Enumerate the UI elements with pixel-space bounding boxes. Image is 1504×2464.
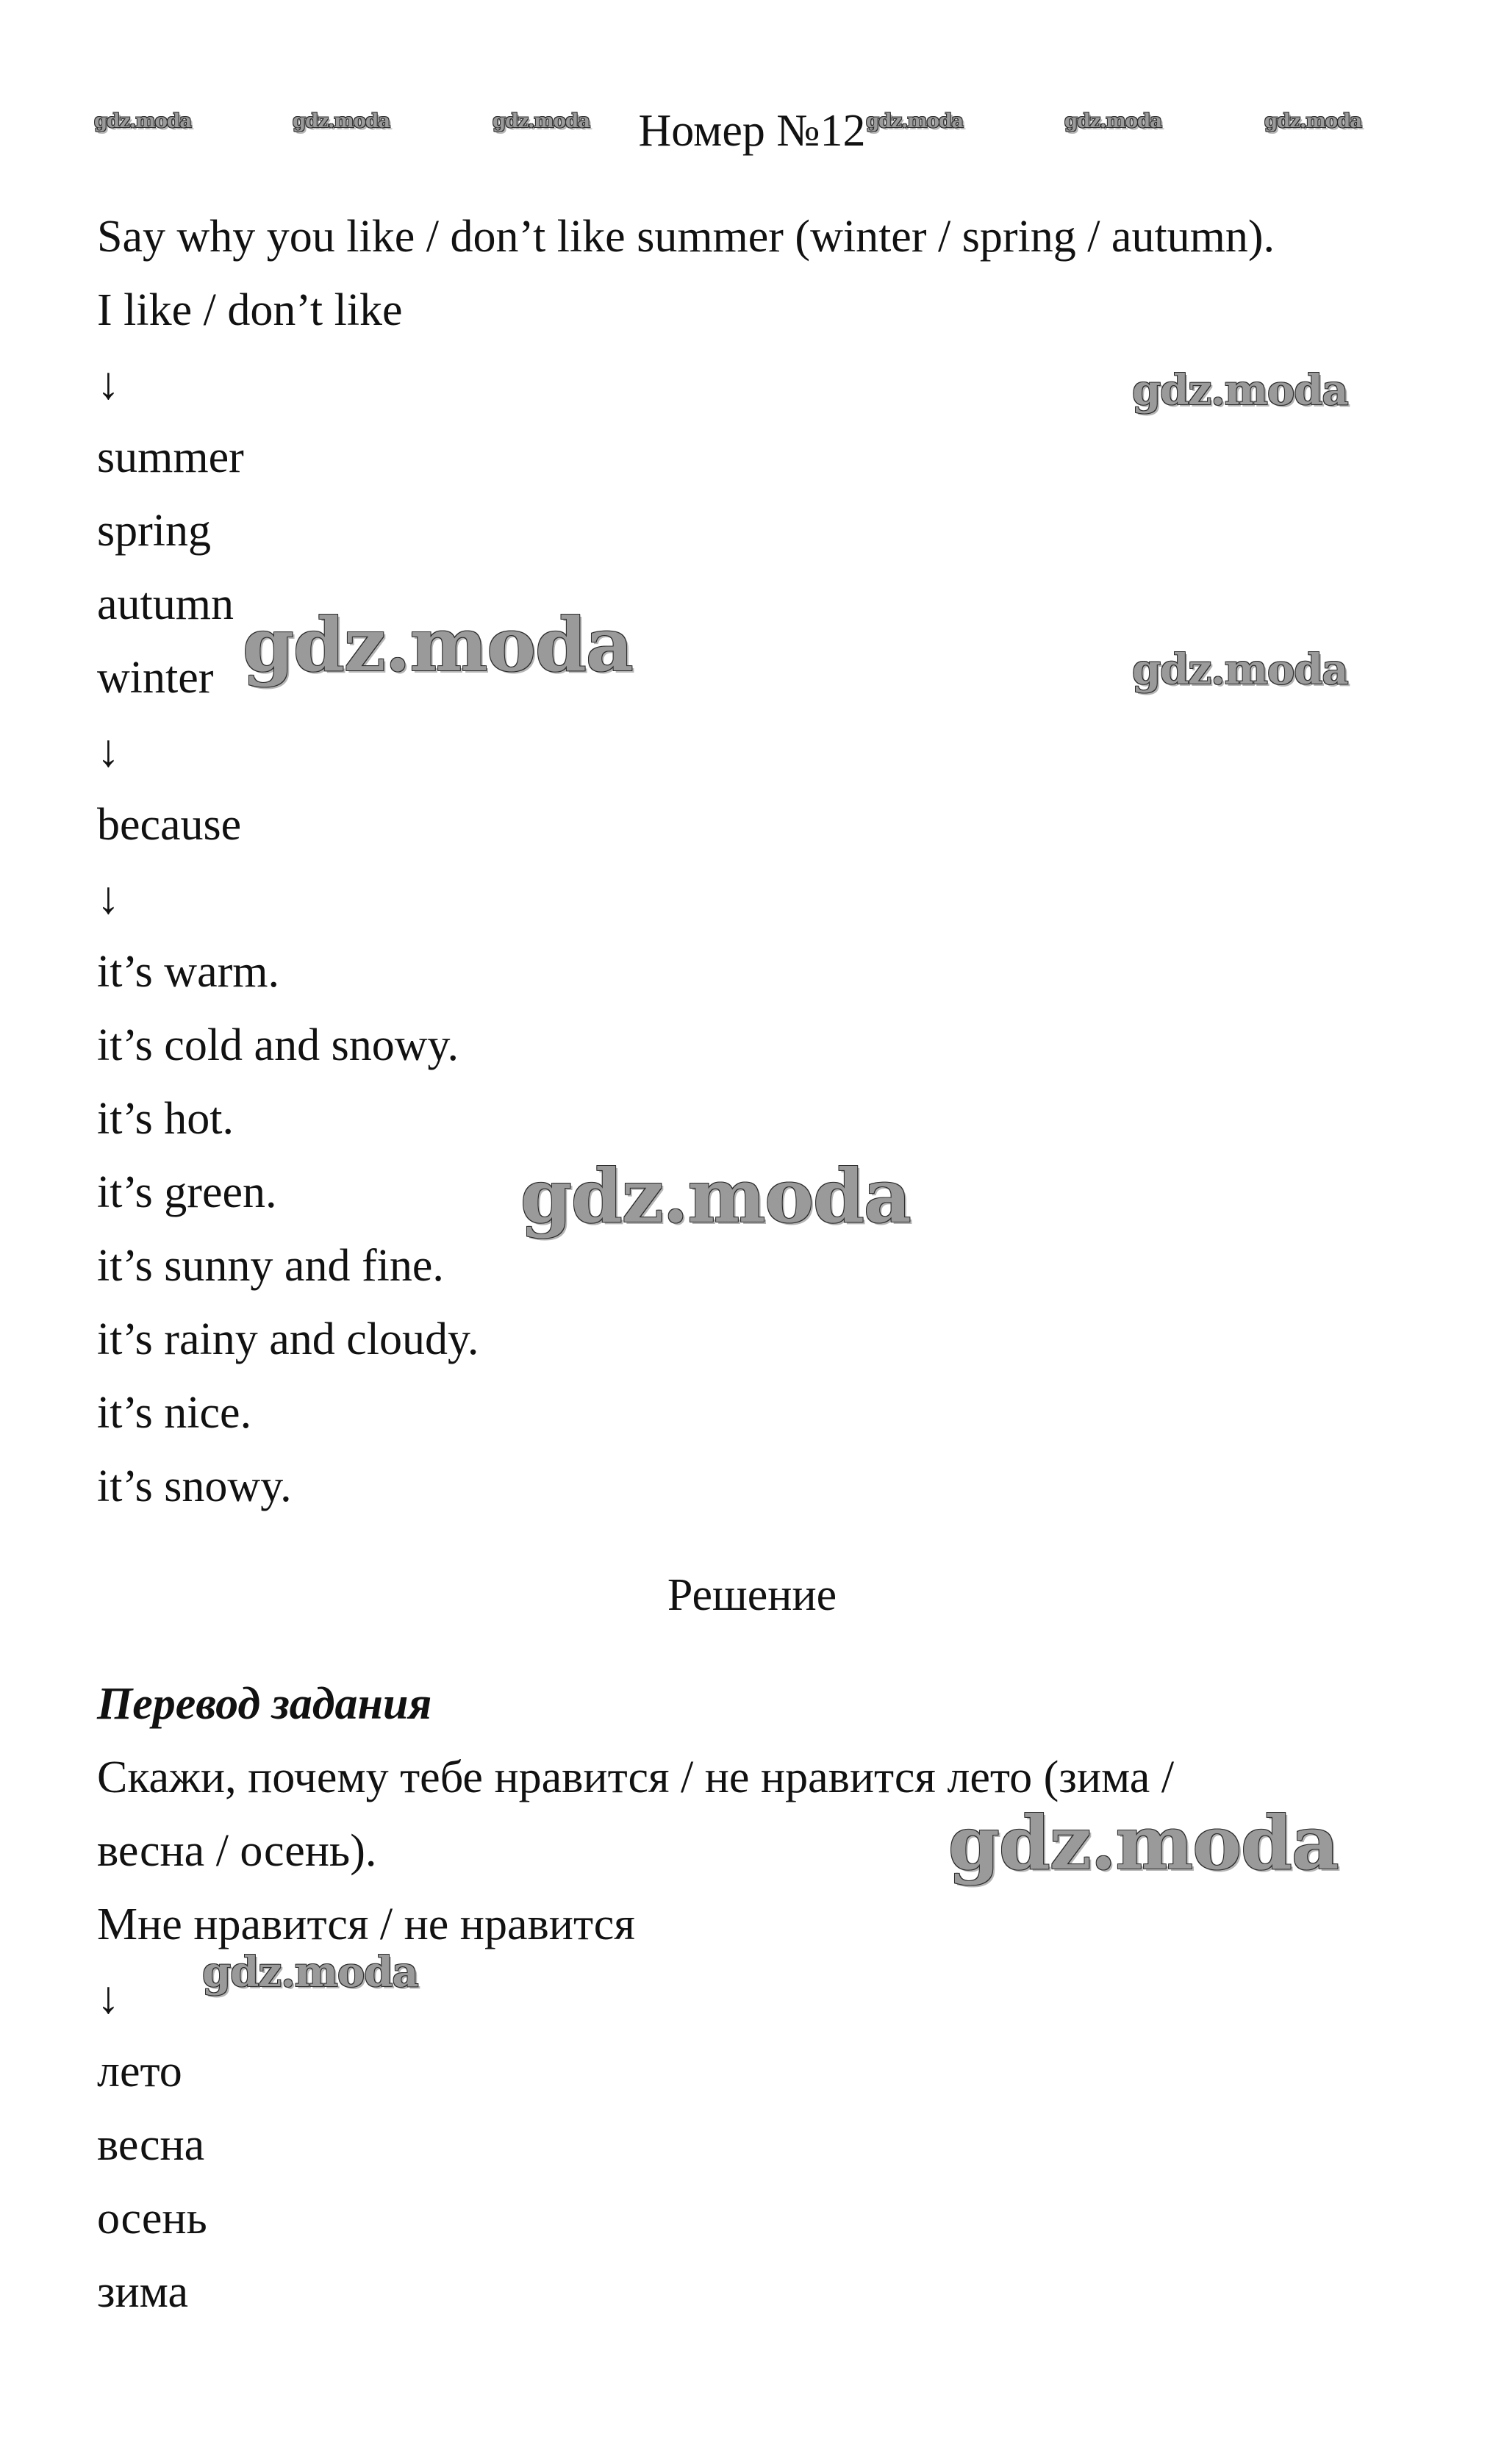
arrow-down: ↓ [97,359,120,409]
task-intro: I like / don’t like [97,285,403,335]
reason-item: it’s sunny and fine. [97,1241,444,1291]
solution-heading: Решение [667,1570,837,1620]
reason-item: it’s rainy and cloudy. [97,1314,479,1364]
watermark: gdz.moda [1064,110,1162,132]
season-item: autumn [97,579,234,629]
watermark: gdz.moda [1132,645,1348,694]
reason-item: it’s hot. [97,1094,234,1144]
season-item-ru: осень [97,2193,207,2243]
reason-item: it’s warm. [97,947,279,997]
watermark: gdz.moda [293,110,390,132]
translation-heading: Перевод задания [97,1679,432,1729]
season-item-ru: зима [97,2267,188,2317]
connector-word: because [97,800,242,850]
arrow-down: ↓ [97,873,120,923]
translation-intro: Мне нравится / не нравится [97,1899,635,1949]
watermark: gdz.moda [94,110,192,132]
watermark: gdz.moda [1132,366,1348,415]
watermark: gdz.moda [493,110,590,132]
watermark: gdz.moda [520,1153,911,1239]
season-item-ru: весна [97,2120,205,2170]
arrow-down: ↓ [97,726,120,776]
season-item: summer [97,432,244,482]
translation-text: весна / осень). [97,1826,377,1876]
season-item-ru: лето [97,2046,182,2096]
reason-item: it’s green. [97,1167,277,1217]
reason-item: it’s nice. [97,1388,252,1438]
watermark: gdz.moda [948,1799,1339,1886]
reason-item: it’s snowy. [97,1461,292,1511]
season-item: spring [97,506,211,556]
page-title: Номер №12 [638,106,866,156]
watermark: gdz.moda [243,601,633,688]
reason-item: it’s cold and snowy. [97,1020,459,1070]
arrow-down: ↓ [97,1973,120,2023]
season-item: winter [97,653,214,703]
task-prompt: Say why you like / don’t like summer (winter / spring / autumn). [97,212,1275,262]
translation-text: Скажи, почему тебе нравится / не нравится лето (зима / [97,1752,1175,1802]
watermark: gdz.moda [202,1948,418,1996]
watermark: gdz.moda [1264,110,1362,132]
watermark: gdz.moda [866,110,964,132]
